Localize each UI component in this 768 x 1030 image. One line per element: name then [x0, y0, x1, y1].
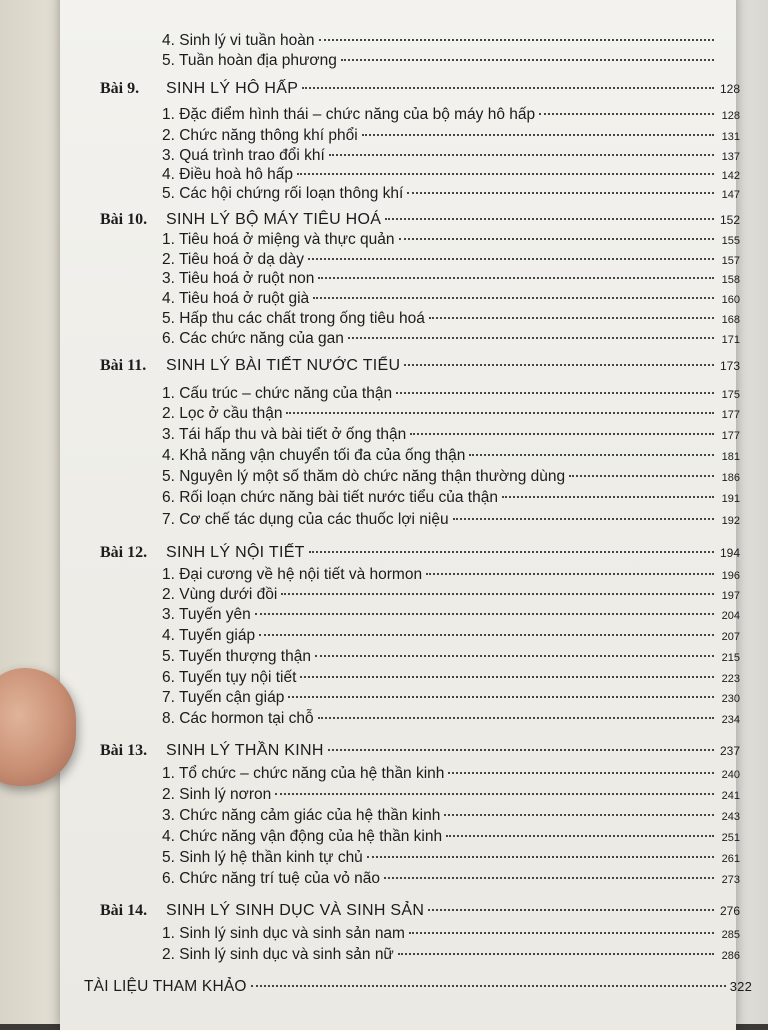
- dot-leader: [251, 985, 726, 987]
- page-number: 234: [721, 714, 740, 726]
- toc-item: [162, 509, 740, 531]
- toc-item: [162, 403, 740, 425]
- chapter-number: Bài 14.: [100, 902, 148, 919]
- chapter-title: SINH LÝ BÀI TIẾT NƯỚC TIỂU: [166, 357, 401, 374]
- page-number: 230: [721, 693, 740, 705]
- toc-item: [162, 667, 740, 689]
- toc-item: [162, 466, 740, 488]
- page-number: 152: [719, 213, 740, 227]
- toc-item: [162, 805, 740, 827]
- item-text: 4. Chức năng vận động của hệ thần kinh: [162, 828, 443, 845]
- item-text: 4. Điều hoà hô hấp: [162, 166, 293, 183]
- chapter-number: Bài 9.: [100, 80, 140, 97]
- page-number: 131: [721, 131, 740, 143]
- toc-chapter: [100, 542, 740, 564]
- item-text: 7. Tuyến cận giáp: [162, 689, 285, 706]
- toc-item: [162, 308, 740, 330]
- item-text: 4. Tuyến giáp: [162, 627, 256, 644]
- item-text: 4. Sinh lý vi tuần hoàn: [162, 32, 315, 49]
- page-number: 251: [721, 832, 740, 844]
- page-number: 196: [721, 570, 740, 582]
- item-text: 7. Cơ chế tác dụng của các thuốc lợi niệu: [162, 511, 449, 528]
- page-number: 191: [721, 493, 740, 505]
- chapter-title: SINH LÝ SINH DỤC VÀ SINH SẢN: [166, 902, 425, 919]
- page-number: 215: [721, 652, 740, 664]
- dot-leader: [319, 39, 714, 41]
- dot-leader: [404, 364, 714, 366]
- page-number: 243: [721, 811, 740, 823]
- toc-item: [162, 604, 740, 626]
- chapter-number: Bài 13.: [100, 742, 148, 759]
- dot-leader: [469, 454, 714, 456]
- references-title: TÀI LIỆU THAM KHẢO: [84, 978, 247, 995]
- dot-leader: [348, 337, 714, 339]
- dot-leader: [297, 173, 714, 175]
- toc-item: [162, 104, 740, 126]
- toc-item: [162, 183, 740, 205]
- page-number: 158: [721, 274, 740, 286]
- toc-item: [162, 847, 740, 869]
- page-number: 128: [721, 110, 740, 122]
- toc-item: [162, 763, 740, 785]
- item-text: 3. Chức năng cảm giác của hệ thần kinh: [162, 807, 441, 824]
- toc-chapter: [100, 900, 740, 922]
- chapter-title: SINH LÝ NỘI TIẾT: [166, 544, 305, 561]
- page-number: 285: [721, 929, 740, 941]
- dot-leader: [318, 277, 714, 279]
- page-number: 192: [721, 515, 740, 527]
- page-number: 147: [721, 189, 740, 201]
- page-number: 177: [721, 409, 740, 421]
- toc-item: [162, 30, 740, 52]
- page-number: 286: [721, 950, 740, 962]
- item-text: 3. Tiêu hoá ở ruột non: [162, 270, 315, 287]
- item-text: 5. Các hội chứng rối loạn thông khí: [162, 185, 404, 202]
- page-number: 204: [721, 610, 740, 622]
- item-text: 3. Tái hấp thu và bài tiết ở ống thận: [162, 426, 407, 443]
- dot-leader: [384, 877, 714, 879]
- page-number: 194: [719, 546, 740, 560]
- item-text: 5. Hấp thu các chất trong ống tiêu hoá: [162, 310, 425, 327]
- toc-item: [162, 826, 740, 848]
- chapter-number: Bài 12.: [100, 544, 148, 561]
- item-text: 5. Sinh lý hệ thần kinh tự chủ: [162, 849, 363, 866]
- toc-item: [162, 784, 740, 806]
- toc-chapter: [100, 740, 740, 762]
- item-text: 5. Tuần hoàn địa phương: [162, 52, 337, 69]
- dot-leader: [255, 613, 714, 615]
- dot-leader: [539, 113, 714, 115]
- toc-item: [162, 328, 740, 350]
- page-number: 168: [721, 314, 740, 326]
- dot-leader: [318, 717, 714, 719]
- toc-item: [162, 125, 740, 147]
- toc-item: [162, 944, 740, 966]
- dot-leader: [502, 496, 714, 498]
- toc-item: [162, 50, 740, 72]
- item-text: 3. Tuyến yên: [162, 606, 251, 623]
- dot-leader: [444, 814, 714, 816]
- toc-chapter: [100, 355, 740, 377]
- dot-leader: [281, 593, 714, 595]
- toc-item: [162, 445, 740, 467]
- item-text: 2. Sinh lý sinh dục và sinh sản nữ: [162, 946, 394, 963]
- dot-leader: [429, 317, 714, 319]
- item-text: 6. Rối loạn chức năng bài tiết nước tiểu của thận: [162, 489, 498, 506]
- page-number: 186: [721, 472, 740, 484]
- toc-chapter: [100, 78, 740, 100]
- item-text: 2. Lọc ở cầu thận: [162, 405, 283, 422]
- dot-leader: [569, 475, 714, 477]
- item-text: 6. Các chức năng của gan: [162, 330, 344, 347]
- dot-leader: [288, 696, 714, 698]
- toc-item: [162, 584, 740, 606]
- dot-leader: [385, 218, 714, 220]
- item-text: 1. Đại cương về hệ nội tiết và hormon: [162, 566, 423, 583]
- toc-item: [162, 487, 740, 509]
- dot-leader: [328, 749, 714, 751]
- page-number: 273: [721, 874, 740, 886]
- toc-references: [84, 976, 752, 998]
- dot-leader: [313, 297, 714, 299]
- chapter-title: SINH LÝ HÔ HẤP: [166, 80, 299, 97]
- dot-leader: [309, 551, 714, 553]
- dot-leader: [396, 392, 714, 394]
- page-number: 322: [729, 979, 752, 994]
- item-text: 1. Đặc điểm hình thái – chức năng của bộ máy hô hấp: [162, 106, 536, 123]
- dot-leader: [426, 573, 714, 575]
- item-text: 2. Tiêu hoá ở dạ dày: [162, 251, 305, 268]
- dot-leader: [259, 634, 714, 636]
- toc-item: [162, 708, 740, 730]
- toc-item: [162, 646, 740, 668]
- chapter-title: SINH LÝ THẦN KINH: [166, 742, 324, 759]
- toc-item: [162, 868, 740, 890]
- toc-item: [162, 424, 740, 446]
- page-number: 128: [719, 82, 740, 96]
- item-text: 2. Chức năng thông khí phổi: [162, 127, 358, 144]
- page-number: 241: [721, 790, 740, 802]
- chapter-number: Bài 10.: [100, 211, 148, 228]
- toc-item: [162, 268, 740, 290]
- item-text: 1. Tổ chức – chức năng của hệ thần kinh: [162, 765, 445, 782]
- item-text: 6. Tuyến tụy nội tiết: [162, 669, 297, 686]
- page-number: 207: [721, 631, 740, 643]
- toc-item: [162, 383, 740, 405]
- dot-leader: [308, 258, 714, 260]
- item-text: 5. Nguyên lý một số thăm dò chức năng thận thường dùng: [162, 468, 566, 485]
- dot-leader: [341, 59, 714, 61]
- dot-leader: [275, 793, 714, 795]
- dot-leader: [367, 856, 714, 858]
- toc-item: [162, 564, 740, 586]
- item-text: 1. Tiêu hoá ở miệng và thực quản: [162, 231, 395, 248]
- page-number: 171: [721, 334, 740, 346]
- dot-leader: [302, 87, 714, 89]
- toc-item: [162, 687, 740, 709]
- toc-item: [162, 923, 740, 945]
- dot-leader: [448, 772, 714, 774]
- chapter-title: SINH LÝ BỘ MÁY TIÊU HOÁ: [166, 211, 382, 228]
- dot-leader: [315, 655, 714, 657]
- toc-item: [162, 288, 740, 310]
- page-number: 137: [721, 151, 740, 163]
- item-text: 2. Vùng dưới đồi: [162, 586, 278, 603]
- item-text: 1. Cấu trúc – chức năng của thận: [162, 385, 393, 402]
- dot-leader: [409, 932, 714, 934]
- item-text: 5. Tuyến thượng thận: [162, 648, 311, 665]
- dot-leader: [399, 238, 714, 240]
- page-number: 237: [719, 744, 740, 758]
- dot-leader: [407, 192, 714, 194]
- item-text: 8. Các hormon tại chỗ: [162, 710, 314, 727]
- dot-leader: [362, 134, 714, 136]
- page-number: 223: [721, 673, 740, 685]
- dot-leader: [286, 412, 714, 414]
- page-number: 155: [721, 235, 740, 247]
- page-number: 157: [721, 255, 740, 267]
- item-text: 4. Khả năng vận chuyển tối đa của ống thận: [162, 447, 466, 464]
- item-text: 2. Sinh lý nơron: [162, 786, 272, 803]
- dot-leader: [453, 518, 714, 520]
- page-number: 276: [719, 904, 740, 918]
- page-number: 177: [721, 430, 740, 442]
- page-number: 261: [721, 853, 740, 865]
- dot-leader: [329, 154, 714, 156]
- page-number: 173: [719, 359, 740, 373]
- page-number: 181: [721, 451, 740, 463]
- page-number: 197: [721, 590, 740, 602]
- item-text: 1. Sinh lý sinh dục và sinh sản nam: [162, 925, 405, 942]
- page-number: 160: [721, 294, 740, 306]
- dot-leader: [410, 433, 714, 435]
- toc-item: [162, 229, 740, 251]
- toc-item: [162, 625, 740, 647]
- page-number: 240: [721, 769, 740, 781]
- item-text: 6. Chức năng trí tuệ của vỏ não: [162, 870, 381, 887]
- dot-leader: [300, 676, 714, 678]
- dot-leader: [428, 909, 714, 911]
- page-number: 175: [721, 389, 740, 401]
- chapter-number: Bài 11.: [100, 357, 147, 374]
- toc-chapter: [100, 209, 740, 231]
- dot-leader: [446, 835, 714, 837]
- dot-leader: [398, 953, 714, 955]
- page-number: 142: [721, 170, 740, 182]
- item-text: 3. Quá trình trao đổi khí: [162, 147, 325, 164]
- item-text: 4. Tiêu hoá ở ruột già: [162, 290, 310, 307]
